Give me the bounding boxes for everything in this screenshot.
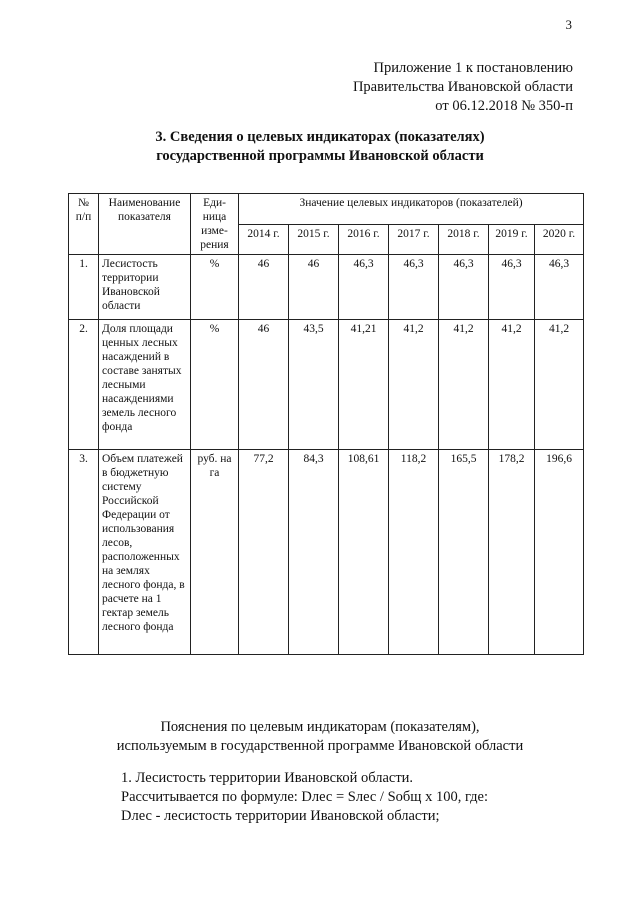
indicator-value: 41,2 xyxy=(439,320,489,450)
explanation-title-line-1: Пояснения по целевым индикаторам (показателям), xyxy=(160,719,480,735)
indicator-value: 77,2 xyxy=(239,450,289,655)
header-year: 2016 г. xyxy=(339,224,389,255)
page-number: 3 xyxy=(565,17,572,32)
indicators-table xyxy=(68,193,584,655)
indicator-name: Лесистость территории Ивановской области xyxy=(99,255,191,320)
indicator-unit: руб. на га xyxy=(191,450,239,655)
indicator-value: 46,3 xyxy=(489,255,535,320)
explanation-line-1: 1. Лесистость территории Ивановской области. xyxy=(121,770,414,786)
indicator-value: 46,3 xyxy=(339,255,389,320)
indicator-value: 46,3 xyxy=(535,255,584,320)
header-name: Наименование показателя xyxy=(99,194,191,255)
indicator-value: 46,3 xyxy=(439,255,489,320)
header-unit: Еди-ница изме-рения xyxy=(191,194,239,255)
appendix-line-3: от 06.12.2018 № 350-п xyxy=(435,98,573,114)
header-row-1 xyxy=(69,194,584,225)
indicator-value: 108,61 xyxy=(339,450,389,655)
indicator-unit: % xyxy=(191,255,239,320)
section-title-line-2: государственной программы Ивановской области xyxy=(156,148,484,164)
appendix-note xyxy=(353,59,573,116)
indicator-value: 41,2 xyxy=(535,320,584,450)
header-year: 2014 г. xyxy=(239,224,289,255)
indicator-value: 43,5 xyxy=(289,320,339,450)
indicator-value: 41,21 xyxy=(339,320,389,450)
explanation-line-2: Рассчитывается по формуле: Dлес = Sлес / Sобщ x 100, где: xyxy=(121,789,489,805)
row-number: 2. xyxy=(69,320,99,450)
section-title xyxy=(0,128,640,166)
header-values-group: Значение целевых индикаторов (показателей) xyxy=(239,194,584,225)
indicator-value: 165,5 xyxy=(439,450,489,655)
indicator-value: 196,6 xyxy=(535,450,584,655)
explanation-title-line-2: используемым в государственной программе Ивановской области xyxy=(116,738,524,754)
indicator-value: 41,2 xyxy=(489,320,535,450)
table-row xyxy=(69,320,584,450)
table-row xyxy=(69,255,584,320)
indicator-value: 118,2 xyxy=(389,450,439,655)
section-title-line-1: 3. Сведения о целевых индикаторах (показателях) xyxy=(155,129,485,145)
explanation-line-3: Dлес - лесистость территории Ивановской области; xyxy=(121,808,440,824)
indicator-name: Доля площади ценных лесных насаждений в составе занятых лесными насаждениями земель лесного фонда xyxy=(99,320,191,450)
header-year: 2018 г. xyxy=(439,224,489,255)
indicator-value: 41,2 xyxy=(389,320,439,450)
header-year: 2017 г. xyxy=(389,224,439,255)
indicator-value: 84,3 xyxy=(289,450,339,655)
appendix-line-2: Правительства Ивановской области xyxy=(352,79,573,95)
header-year: 2020 г. xyxy=(535,224,584,255)
header-num: № п/п xyxy=(69,194,99,255)
indicator-value: 46 xyxy=(289,255,339,320)
explanation-title xyxy=(0,718,640,756)
table-row xyxy=(69,450,584,655)
indicator-value: 46,3 xyxy=(389,255,439,320)
header-year: 2019 г. xyxy=(489,224,535,255)
indicator-value: 46 xyxy=(239,255,289,320)
indicator-value: 178,2 xyxy=(489,450,535,655)
indicator-value: 46 xyxy=(239,320,289,450)
header-year: 2015 г. xyxy=(289,224,339,255)
appendix-line-1: Приложение 1 к постановлению xyxy=(373,60,573,76)
row-number: 3. xyxy=(69,450,99,655)
row-number: 1. xyxy=(69,255,99,320)
indicator-name: Объем платежей в бюджетную систему Российской Федерации от использования лесов, расположенных на землях лесного фонда, в расчете на 1 гектар земель лесного фонда xyxy=(99,450,191,655)
indicator-unit: % xyxy=(191,320,239,450)
explanation-body xyxy=(121,769,488,826)
